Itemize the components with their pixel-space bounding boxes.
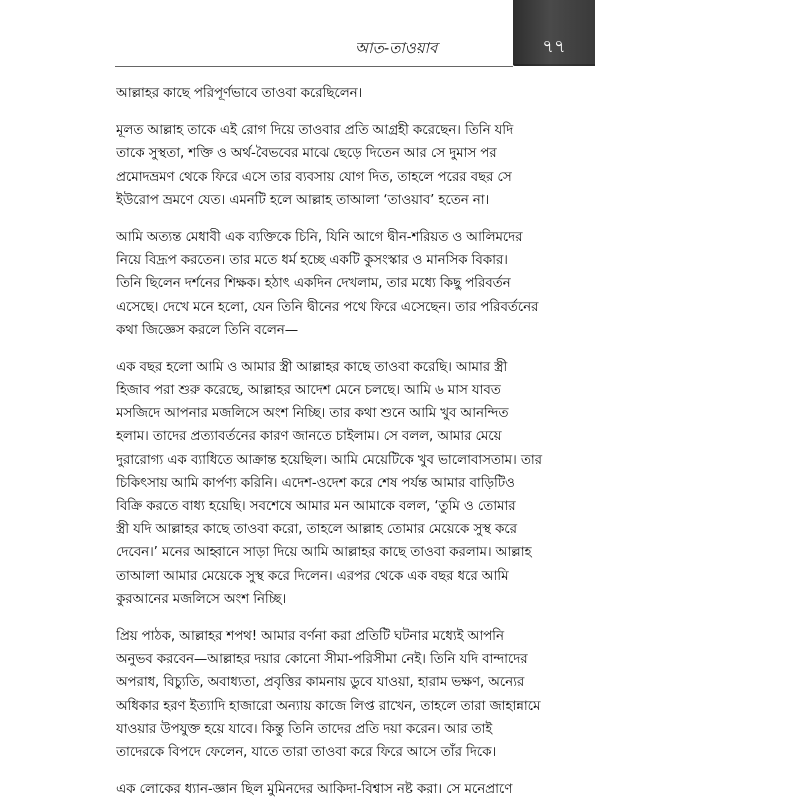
text-line: নিয়ে বিদ্রূপ করতেন। তার মতে ধর্ম হচ্ছে একটি কুসংস্কার ও মানসিক বিকার। [116,253,508,269]
text-line: প্রমোদভ্রমণ থেকে ফিরে এসে তার ব্যবসায় যোগ দিত, তাহলে পরের বছর সে [116,169,512,185]
text-line: মূলত আল্লাহ তাকে এই রোগ দিয়ে তাওবার প্রতি আগ্রহী করেছেন। তিনি যদি [116,123,514,139]
paragraph [116,778,588,800]
text-line: হিজাব পরা শুরু করেছে, আল্লাহর আদেশ মেনে চলছে। আমি ৬ মাস যাবত [116,383,501,399]
body-text [116,82,588,800]
text-line: আল্লাহর কাছে পরিপূর্ণভাবে তাওবা করেছিলেন। [116,86,363,101]
text-line: এসেছে। দেখে মনে হলো, যেন তিনি দ্বীনের পথে ফিরে এসেছেন। তার পরিবর্তনের [116,299,539,315]
text-line: দুরারোগ্য এক ব্যাধিতে আক্রান্ত হয়েছিল। আমি মেয়েটিকে খুব ভালোবাসতাম। তার [116,452,542,468]
text-line: স্ত্রী যদি আল্লাহর কাছে তাওবা করো, তাহলে আল্লাহ তোমার মেয়েকে সুস্থ করে [116,522,517,538]
text-line: যাওয়ার উপযুক্ত হয়ে যাবে। কিন্তু তিনি তাদের প্রতি দয়া করেন। আর তাই [116,721,493,737]
paragraph [116,625,588,764]
text-line: কুরআনের মজলিসে অংশ নিচ্ছি। [116,591,287,607]
text-line: তাদেরকে বিপদে ফেলেন, যাতে তারা তাওবা করে ফিরে আসে তাঁর দিকে। [116,744,497,760]
paragraph [116,119,588,212]
page-number: ৭৭ [542,36,566,57]
text-line: অপরাধ, বিচ্যুতি, অবাধ্যতা, প্রবৃত্তির কামনায় ডুবে যাওয়া, হারাম ভক্ষণ, অন্যের [116,675,525,691]
text-line: অধিকার হরণ ইত্যাদি হাজারো অন্যায় কাজে লিপ্ত রাখেন, তাহলে তারা জাহান্নামে [116,698,541,714]
text-line: তাআলা আমার মেয়েকে সুস্থ করে দিলেন। এরপর থেকে এক বছর ধরে আমি [116,568,509,584]
running-header-title: আত-তাওয়াব [355,39,438,57]
text-line: দেবেন।’ মনের আহ্বানে সাড়া দিয়ে আমি আল্লাহর কাছে তাওবা করলাম। আল্লাহ [116,545,532,561]
paragraph [116,226,588,342]
text-line: প্রিয় পাঠক, আল্লাহর শপথ! আমার বর্ণনা করা প্রতিটি ঘটনার মধ্যেই আপনি [116,628,504,644]
text-line: অনুভব করবেন—আল্লাহর দয়ার কোনো সীমা-পরিসীমা নেই। তিনি যদি বান্দাদের [116,652,528,668]
text-line: এক বছর হলো আমি ও আমার স্ত্রী আল্লাহর কাছে তাওবা করেছি। আমার স্ত্রী [116,359,508,375]
text-line: চিকিৎসায় আমি কার্পণ্য করিনি। এদেশ-ওদেশ করে শেষ পর্যন্ত আমার বাড়িটিও [116,475,515,491]
text-line: তাকে সুস্থতা, শক্তি ও অর্থ-বৈভবের মাঝে ছেড়ে দিতেন আর সে দুমাস পর [116,146,497,162]
text-line: কথা জিজ্ঞেস করলে তিনি বলেন— [116,322,298,338]
text-line: তিনি ছিলেন দর্শনের শিক্ষক। হঠাৎ একদিন দেখলাম, তার মধ্যে কিছু পরিবর্তন [116,276,511,292]
paragraph [116,356,588,611]
text-line: বিক্রি করতে বাধ্য হয়েছি। সবশেষে আমার মন আমাকে বলল, ‘তুমি ও তোমার [116,499,516,514]
page-number-tab [513,0,595,66]
paragraph [116,82,588,105]
text-line: ইউরোপ ভ্রমণে যেত। এমনটি হলে আল্লাহ তাআলা ‘তাওয়াব’ হতেন না। [116,192,490,208]
text-line: আমি অত্যন্ত মেধাবী এক ব্যক্তিকে চিনি, যিনি আগে দ্বীন-শরিয়ত ও আলিমদের [116,229,523,245]
header-divider [115,66,513,67]
text-line: হলাম। তাদের প্রত্যাবর্তনের কারণ জানতে চাইলাম। সে বলল, আমার মেয়ে [116,429,502,445]
text-line: এক লোকের ধ্যান-জ্ঞান ছিল মুমিনদের আকিদা-বিশ্বাস নষ্ট করা। সে মনেপ্রাণে [116,782,513,798]
text-line: মসজিদে আপনার মজলিসে অংশ নিচ্ছি। তার কথা শুনে আমি খুব আনন্দিত [116,406,509,422]
